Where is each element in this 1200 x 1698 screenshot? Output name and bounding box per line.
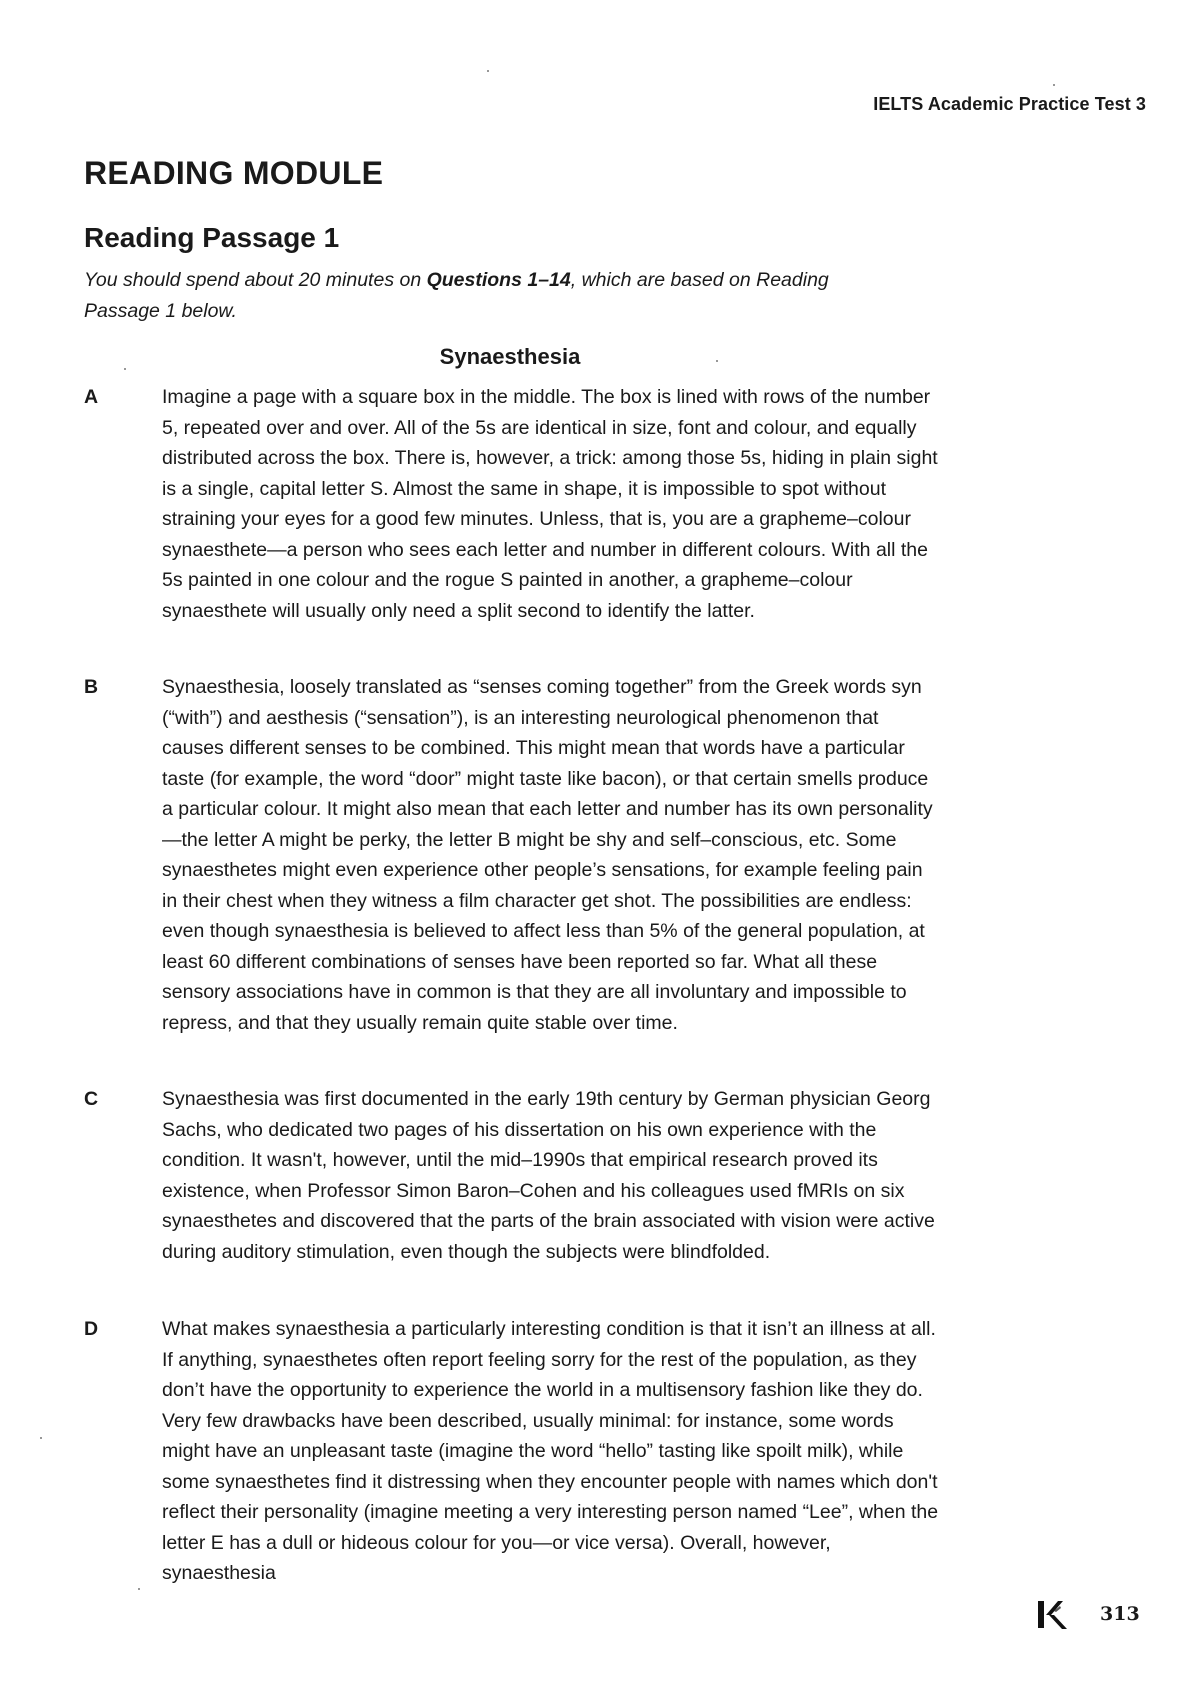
passage-instructions [84,265,884,327]
instructions-questions-range: Questions 1–14 [426,269,571,291]
article-title: Synaesthesia [439,344,581,369]
page-number: 313 [1100,1603,1140,1625]
paragraph-letter: B [84,676,99,698]
instructions-text-end: , which are based on Reading Passage 1 below. [84,269,829,322]
scan-speck [40,1437,42,1439]
paragraph-text: What makes synaesthesia a particularly interesting condition is that it isn’t an illness at all. If anything, synaesthetes often report feeling sorry for the rest of the population, as they don’t have the opportunity to experience the world in a multisensory fashion like they do. Very few drawbacks have been described, usually minimal: for instance, some words might have an unpleasant taste (imagine the word “hello” tasting like spoilt milk), while some synaesthetes find it distressing when they encounter people with names which don't reflect their personality (imagine meeting a very interesting person named “Lee”, when the letter E has a dull or hideous colour for you—or vice versa). Overall, however, synaesthesia [162,1318,939,1584]
scan-speck [1053,84,1055,86]
running-header: IELTS Academic Practice Test 3 [873,94,1146,114]
paragraph-text: Synaesthesia, loosely translated as “senses coming together” from the Greek words syn (“with”) and aesthesis (“sensation”), is an interesting neurological phenomenon that causes different senses to be combined. This might mean that words have a particular taste (for example, the word “door” might taste like bacon), or that certain smells produce a particular colour. It might also mean that each letter and number has its own personality—the letter A might be perky, the letter B might be shy and self–conscious, etc. Some synaesthetes might even experience other people’s sensations, for example feeling pain in their chest when they witness a film character get shot. The possibilities are endless: even though synaesthesia is believed to affect less than 5% of the general population, at least 60 different combinations of senses have been reported so far. What all these sensory associations have in common is that they are all involuntary and impossible to repress, and that they usually remain quite stable over time. [162,676,933,1034]
publisher-logo-icon [1036,1598,1070,1632]
instructions-text-start: You should spend about 20 minutes on [84,269,427,291]
paragraph-letter: A [84,386,99,408]
paragraph-letter: D [84,1318,99,1340]
paragraph-text: Synaesthesia was first documented in the early 19th century by German physician Georg Sachs, who dedicated two pages of his dissertation on his own experience with the condition. It wasn't, however, until the mid–1990s that empirical research proved its existence, when Professor Simon Baron–Cohen and his colleagues used fMRIs on six synaesthetes and discovered that the parts of the brain associated with vision were active during auditory stimulation, even though the subjects were blindfolded. [162,1088,935,1263]
paragraph-letter: C [84,1088,99,1110]
scan-speck [124,368,126,370]
scan-speck [138,1588,140,1590]
module-title: READING MODULE [84,155,384,191]
paragraph-text: Imagine a page with a square box in the middle. The box is lined with rows of the number 5, repeated over and over. All of the 5s are identical in size, font and colour, and equally distributed across the box. There is, however, a trick: among those 5s, hiding in plain sight is a single, capital letter S. Almost the same in shape, it is impossible to spot without straining your eyes for a good few minutes. Unless, that is, you are a grapheme–colour synaesthete—a person who sees each letter and number in different colours. With all the 5s painted in one colour and the rogue S painted in another, a grapheme–colour synaesthete will usually only need a split second to identify the latter. [162,386,938,622]
scan-speck [487,70,489,72]
passage-heading: Reading Passage 1 [84,222,340,253]
scan-speck [716,360,718,362]
